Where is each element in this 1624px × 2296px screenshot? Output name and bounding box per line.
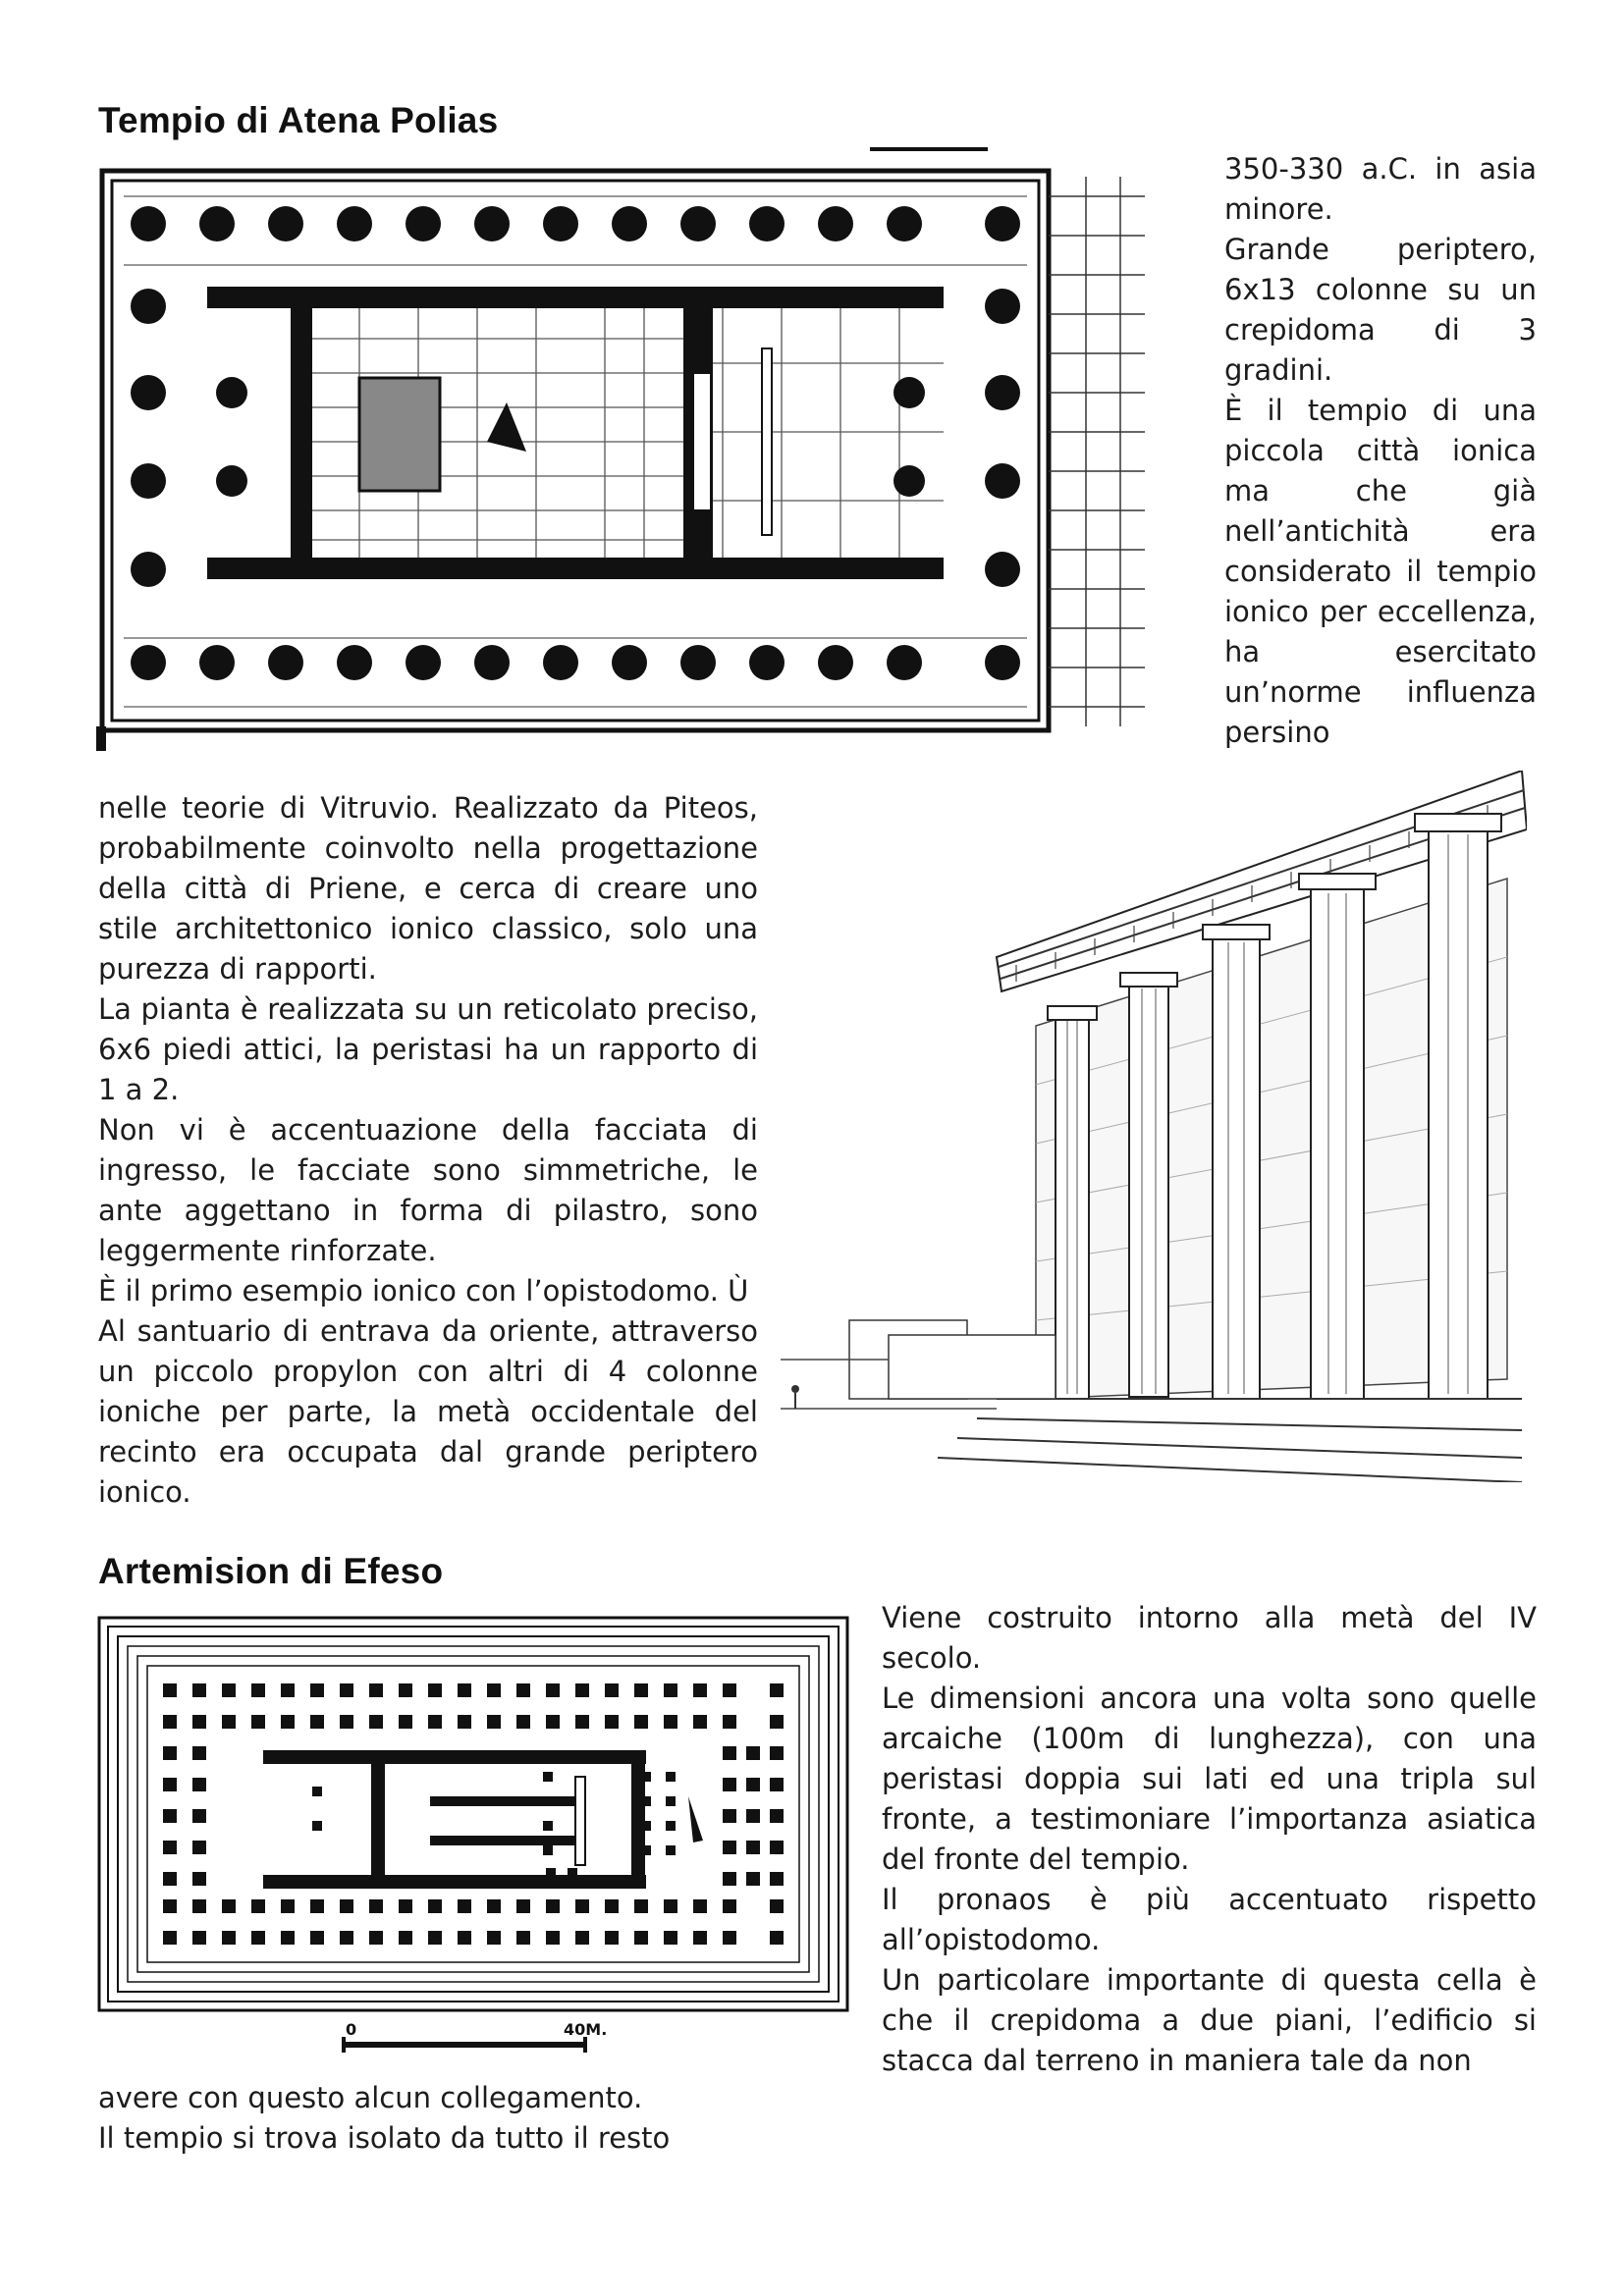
artemision-body-text bbox=[98, 2078, 982, 2159]
body-paragraph: Il tempio si trova isolato da tutto il resto bbox=[98, 2121, 671, 2155]
side-paragraph: Le dimensioni ancora una volta sono quelle arcaiche (100m di lunghezza), con una peristasi doppia sui lati ed una tripla sul fronte, a testimoniare l’importanza asiatica del fronte del tempio. bbox=[882, 1682, 1537, 1876]
body-paragraph: nelle teorie di Vitruvio. Realizzato da Piteos, probabilmente coinvolto nella progettazione della città di Priene, e cerca di creare uno stile architettonico ionico classico, solo una purezza di rapporti. bbox=[98, 791, 758, 986]
body-paragraph: Al santuario di entrava da oriente, attraverso un piccolo propylon con altri di 4 colonne ioniche per parte, la metà occidentale del recinto era occupata dal grande periptero ionico. bbox=[98, 1314, 758, 1509]
body-paragraph: avere con questo alcun collegamento. bbox=[98, 2081, 643, 2114]
side-paragraph: Un particolare importante di questa cella è che il crepidoma a due piani, l’edificio si stacca dal terreno in maniera tale da non bbox=[882, 1963, 1537, 2077]
section-title-atena-polias: Tempio di Atena Polias bbox=[98, 100, 499, 140]
scale-start-label: 0 bbox=[346, 2020, 357, 2039]
body-paragraph: La pianta è realizzata su un reticolato preciso, 6x6 piedi attici, la peristasi ha un rapporto di 1 a 2. bbox=[98, 992, 758, 1106]
scale-end-label: 40M. bbox=[564, 2020, 608, 2039]
section-title-artemision: Artemision di Efeso bbox=[98, 1551, 444, 1591]
artemision-side-text bbox=[882, 1598, 1537, 2081]
side-paragraph: Viene costruito intorno alla metà del IV secolo. bbox=[882, 1601, 1537, 1675]
plan-atena-polias-image bbox=[94, 137, 1145, 751]
side-paragraph: 350-330 a.C. in asia minore. bbox=[1224, 152, 1537, 226]
side-paragraph: Grande periptero, 6x13 colonne su un crepidoma di 3 gradini. bbox=[1224, 233, 1537, 387]
side-paragraph: Il pronaos è più accentuato rispetto all’opistodomo. bbox=[882, 1883, 1537, 1956]
ionic-colonnade-drawing bbox=[781, 771, 1527, 1482]
plan-artemision-image bbox=[96, 1615, 852, 2076]
body-paragraph: È il primo esempio ionico con l’opistodomo. Ù bbox=[98, 1274, 749, 1308]
side-paragraph: È il tempio di una piccola città ionica ma che già nell’antichità era considerato il tempio ionico per eccellenza, ha esercitato un’norme influenza persino bbox=[1224, 394, 1537, 749]
atena-polias-side-text bbox=[1224, 149, 1537, 753]
atena-polias-body-text bbox=[98, 788, 758, 1513]
body-paragraph: Non vi è accentuazione della facciata di ingresso, le facciate sono simmetriche, le ante aggettano in forma di pilastro, sono leggermente rinforzate. bbox=[98, 1113, 758, 1267]
